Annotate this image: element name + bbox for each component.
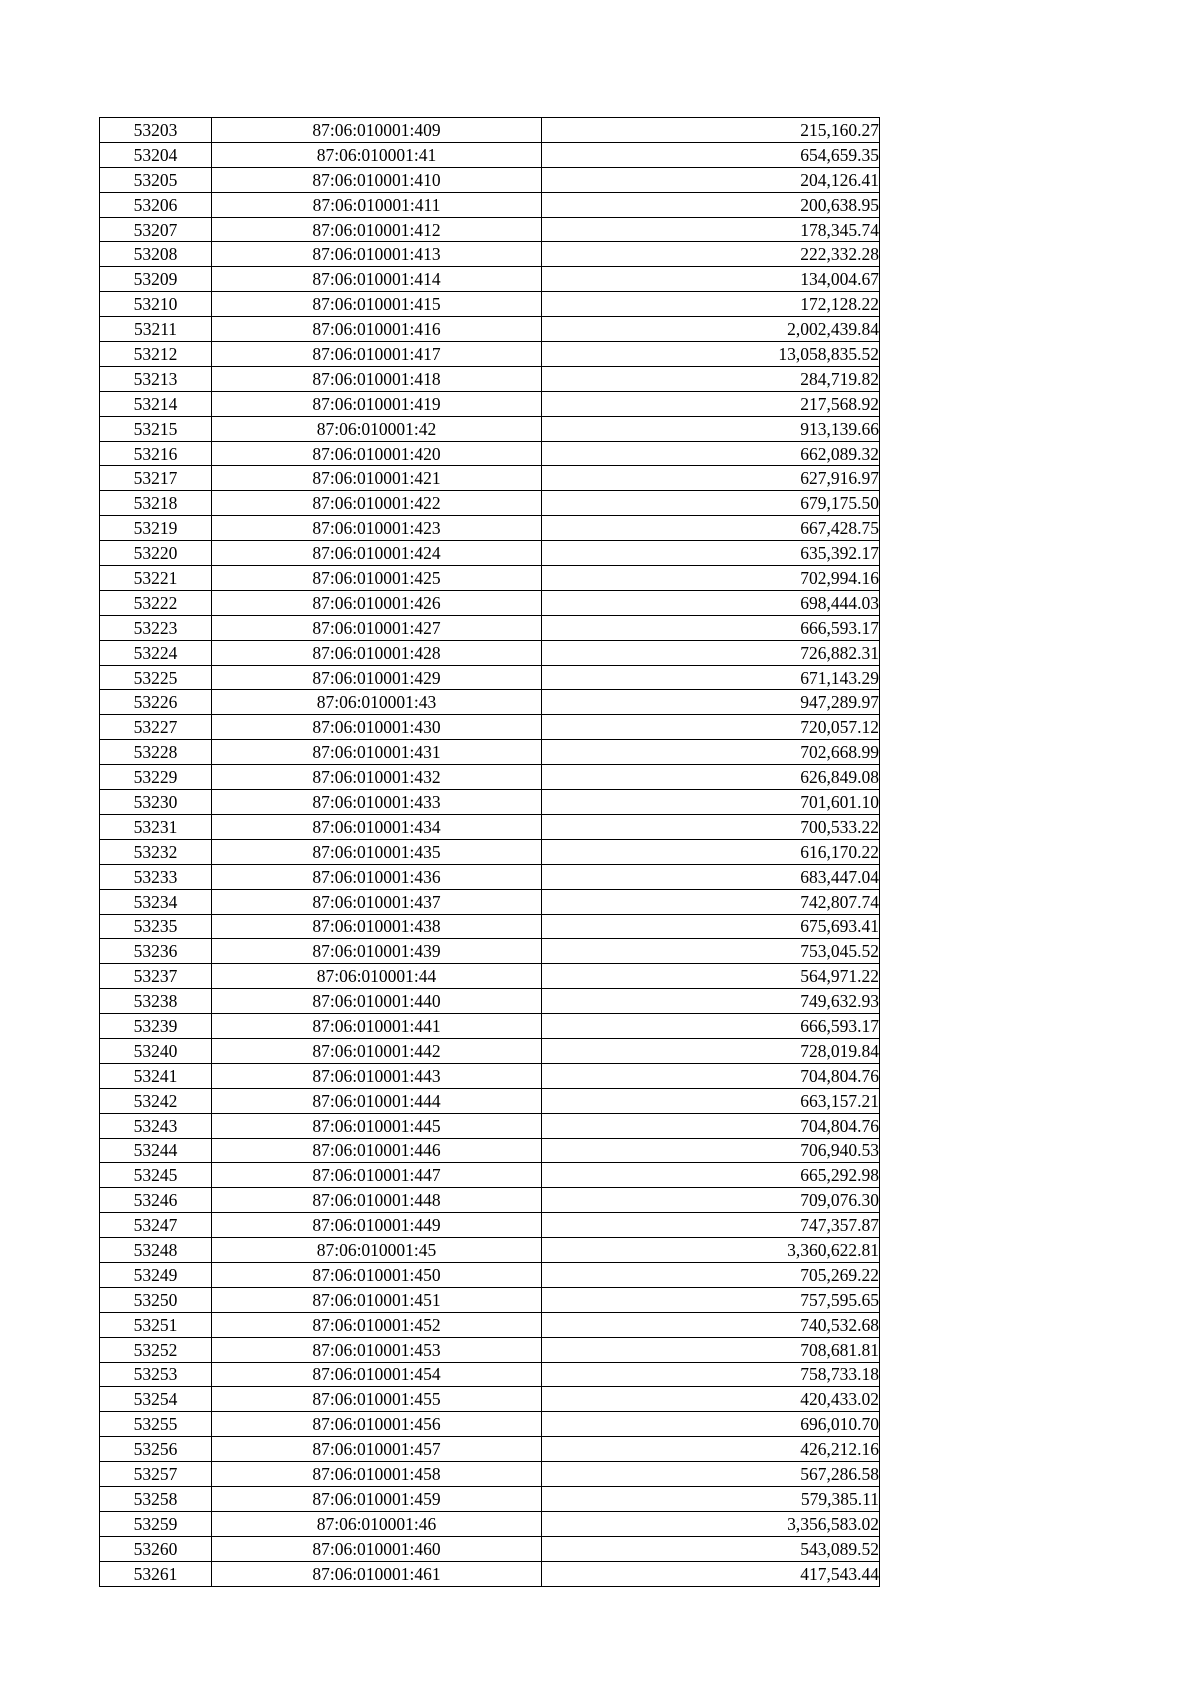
table-row [100,1287,880,1312]
table-row [100,491,880,516]
cadastral-number-cell: 87:06:010001:436 [212,864,542,889]
row-number-cell: 53207 [100,217,212,242]
value-cell: 758,733.18 [542,1362,880,1387]
row-number-cell: 53240 [100,1038,212,1063]
row-number-cell: 53249 [100,1262,212,1287]
table-row [100,1262,880,1287]
table-row [100,566,880,591]
cadastral-number-cell: 87:06:010001:417 [212,342,542,367]
table-body [100,118,880,1587]
row-number-cell: 53211 [100,317,212,342]
cadastral-number-cell: 87:06:010001:426 [212,590,542,615]
row-number-cell: 53216 [100,441,212,466]
cadastral-number-cell: 87:06:010001:425 [212,566,542,591]
table-row [100,416,880,441]
cadastral-number-cell: 87:06:010001:416 [212,317,542,342]
cadastral-number-cell: 87:06:010001:453 [212,1337,542,1362]
table-row [100,690,880,715]
value-cell: 702,668.99 [542,740,880,765]
value-cell: 701,601.10 [542,790,880,815]
cadastral-number-cell: 87:06:010001:442 [212,1038,542,1063]
cadastral-number-cell: 87:06:010001:42 [212,416,542,441]
value-cell: 134,004.67 [542,267,880,292]
cadastral-number-cell: 87:06:010001:409 [212,118,542,143]
value-cell: 704,804.76 [542,1113,880,1138]
value-cell: 757,595.65 [542,1287,880,1312]
value-cell: 698,444.03 [542,590,880,615]
cadastral-number-cell: 87:06:010001:439 [212,939,542,964]
table-row [100,192,880,217]
row-number-cell: 53255 [100,1412,212,1437]
table-row [100,1038,880,1063]
cadastral-number-cell: 87:06:010001:434 [212,814,542,839]
value-cell: 579,385.11 [542,1486,880,1511]
cadastral-number-cell: 87:06:010001:44 [212,964,542,989]
table-row [100,391,880,416]
row-number-cell: 53222 [100,590,212,615]
cadastral-number-cell: 87:06:010001:414 [212,267,542,292]
row-number-cell: 53217 [100,466,212,491]
row-number-cell: 53250 [100,1287,212,1312]
table-row [100,317,880,342]
table-row [100,267,880,292]
row-number-cell: 53203 [100,118,212,143]
table-row [100,1511,880,1536]
row-number-cell: 53219 [100,516,212,541]
value-cell: 740,532.68 [542,1312,880,1337]
table-row [100,118,880,143]
table-row [100,292,880,317]
table-row [100,1337,880,1362]
value-cell: 3,356,583.02 [542,1511,880,1536]
cadastral-number-cell: 87:06:010001:437 [212,889,542,914]
row-number-cell: 53242 [100,1088,212,1113]
row-number-cell: 53214 [100,391,212,416]
row-number-cell: 53210 [100,292,212,317]
value-cell: 626,849.08 [542,765,880,790]
table-row [100,1412,880,1437]
table-row [100,914,880,939]
row-number-cell: 53256 [100,1437,212,1462]
row-number-cell: 53204 [100,142,212,167]
value-cell: 172,128.22 [542,292,880,317]
table-row [100,590,880,615]
value-cell: 663,157.21 [542,1088,880,1113]
cadastral-number-cell: 87:06:010001:43 [212,690,542,715]
table-row [100,765,880,790]
cadastral-number-cell: 87:06:010001:424 [212,541,542,566]
row-number-cell: 53231 [100,814,212,839]
cadastral-number-cell: 87:06:010001:431 [212,740,542,765]
value-cell: 947,289.97 [542,690,880,715]
table-row [100,342,880,367]
value-cell: 679,175.50 [542,491,880,516]
table-row [100,839,880,864]
cadastral-number-cell: 87:06:010001:440 [212,989,542,1014]
row-number-cell: 53224 [100,640,212,665]
value-cell: 616,170.22 [542,839,880,864]
value-cell: 675,693.41 [542,914,880,939]
table-row [100,790,880,815]
cadastral-number-cell: 87:06:010001:444 [212,1088,542,1113]
cadastral-number-cell: 87:06:010001:420 [212,441,542,466]
cadastral-number-cell: 87:06:010001:421 [212,466,542,491]
table-row [100,1213,880,1238]
table-row [100,1387,880,1412]
value-cell: 704,804.76 [542,1063,880,1088]
cadastral-number-cell: 87:06:010001:450 [212,1262,542,1287]
cadastral-number-cell: 87:06:010001:415 [212,292,542,317]
row-number-cell: 53232 [100,839,212,864]
row-number-cell: 53248 [100,1238,212,1263]
row-number-cell: 53220 [100,541,212,566]
cadastral-number-cell: 87:06:010001:460 [212,1536,542,1561]
value-cell: 671,143.29 [542,665,880,690]
cadastral-number-cell: 87:06:010001:446 [212,1138,542,1163]
value-cell: 753,045.52 [542,939,880,964]
cadastral-number-cell: 87:06:010001:461 [212,1561,542,1586]
table-row [100,516,880,541]
value-cell: 564,971.22 [542,964,880,989]
row-number-cell: 53223 [100,615,212,640]
value-cell: 217,568.92 [542,391,880,416]
value-cell: 543,089.52 [542,1536,880,1561]
row-number-cell: 53221 [100,566,212,591]
table-row [100,1063,880,1088]
value-cell: 3,360,622.81 [542,1238,880,1263]
table-row [100,142,880,167]
row-number-cell: 53225 [100,665,212,690]
row-number-cell: 53229 [100,765,212,790]
value-cell: 665,292.98 [542,1163,880,1188]
cadastral-number-cell: 87:06:010001:428 [212,640,542,665]
table-row [100,1536,880,1561]
row-number-cell: 53212 [100,342,212,367]
row-number-cell: 53226 [100,690,212,715]
row-number-cell: 53246 [100,1188,212,1213]
value-cell: 635,392.17 [542,541,880,566]
cadastral-number-cell: 87:06:010001:412 [212,217,542,242]
row-number-cell: 53236 [100,939,212,964]
value-cell: 747,357.87 [542,1213,880,1238]
cadastral-number-cell: 87:06:010001:438 [212,914,542,939]
table-row [100,615,880,640]
row-number-cell: 53228 [100,740,212,765]
cadastral-number-cell: 87:06:010001:429 [212,665,542,690]
value-cell: 178,345.74 [542,217,880,242]
table-row [100,242,880,267]
cadastral-number-cell: 87:06:010001:456 [212,1412,542,1437]
table-row [100,964,880,989]
cadastral-number-cell: 87:06:010001:452 [212,1312,542,1337]
cadastral-number-cell: 87:06:010001:411 [212,192,542,217]
value-cell: 222,332.28 [542,242,880,267]
row-number-cell: 53206 [100,192,212,217]
table-row [100,1014,880,1039]
table-row [100,864,880,889]
table-row [100,640,880,665]
value-cell: 709,076.30 [542,1188,880,1213]
row-number-cell: 53218 [100,491,212,516]
table-row [100,1138,880,1163]
row-number-cell: 53257 [100,1462,212,1487]
cadastral-number-cell: 87:06:010001:432 [212,765,542,790]
value-cell: 742,807.74 [542,889,880,914]
cadastral-number-cell: 87:06:010001:41 [212,142,542,167]
value-cell: 708,681.81 [542,1337,880,1362]
row-number-cell: 53254 [100,1387,212,1412]
row-number-cell: 53234 [100,889,212,914]
row-number-cell: 53213 [100,366,212,391]
row-number-cell: 53205 [100,167,212,192]
table-row [100,1238,880,1263]
table-row [100,1561,880,1586]
table-row [100,541,880,566]
value-cell: 913,139.66 [542,416,880,441]
cadastral-number-cell: 87:06:010001:451 [212,1287,542,1312]
value-cell: 417,543.44 [542,1561,880,1586]
cadastral-number-cell: 87:06:010001:443 [212,1063,542,1088]
value-cell: 720,057.12 [542,715,880,740]
value-cell: 567,286.58 [542,1462,880,1487]
table-row [100,1437,880,1462]
value-cell: 666,593.17 [542,615,880,640]
row-number-cell: 53233 [100,864,212,889]
row-number-cell: 53258 [100,1486,212,1511]
row-number-cell: 53235 [100,914,212,939]
cadastral-number-cell: 87:06:010001:454 [212,1362,542,1387]
value-cell: 215,160.27 [542,118,880,143]
row-number-cell: 53252 [100,1337,212,1362]
cadastral-number-cell: 87:06:010001:449 [212,1213,542,1238]
row-number-cell: 53227 [100,715,212,740]
table-row [100,1113,880,1138]
table-row [100,1188,880,1213]
row-number-cell: 53244 [100,1138,212,1163]
value-cell: 627,916.97 [542,466,880,491]
row-number-cell: 53241 [100,1063,212,1088]
cadastral-number-cell: 87:06:010001:430 [212,715,542,740]
table-row [100,167,880,192]
value-cell: 706,940.53 [542,1138,880,1163]
value-cell: 705,269.22 [542,1262,880,1287]
value-cell: 662,089.32 [542,441,880,466]
table-row [100,889,880,914]
cadastral-number-cell: 87:06:010001:457 [212,1437,542,1462]
table-row [100,665,880,690]
cadastral-number-cell: 87:06:010001:419 [212,391,542,416]
value-cell: 726,882.31 [542,640,880,665]
cadastral-number-cell: 87:06:010001:459 [212,1486,542,1511]
cadastral-number-cell: 87:06:010001:433 [212,790,542,815]
value-cell: 654,659.35 [542,142,880,167]
row-number-cell: 53259 [100,1511,212,1536]
table-row [100,1362,880,1387]
value-cell: 200,638.95 [542,192,880,217]
cadastral-number-cell: 87:06:010001:458 [212,1462,542,1487]
row-number-cell: 53243 [100,1113,212,1138]
table-row [100,366,880,391]
row-number-cell: 53238 [100,989,212,1014]
table-row [100,1462,880,1487]
value-cell: 683,447.04 [542,864,880,889]
table-row [100,1163,880,1188]
cadastral-number-cell: 87:06:010001:455 [212,1387,542,1412]
row-number-cell: 53239 [100,1014,212,1039]
cadastral-number-cell: 87:06:010001:445 [212,1113,542,1138]
value-cell: 700,533.22 [542,814,880,839]
row-number-cell: 53253 [100,1362,212,1387]
value-cell: 2,002,439.84 [542,317,880,342]
row-number-cell: 53237 [100,964,212,989]
cadastral-number-cell: 87:06:010001:435 [212,839,542,864]
cadastral-number-cell: 87:06:010001:46 [212,1511,542,1536]
table-row [100,441,880,466]
row-number-cell: 53208 [100,242,212,267]
value-cell: 420,433.02 [542,1387,880,1412]
value-cell: 696,010.70 [542,1412,880,1437]
row-number-cell: 53260 [100,1536,212,1561]
cadastral-number-cell: 87:06:010001:447 [212,1163,542,1188]
cadastral-number-cell: 87:06:010001:422 [212,491,542,516]
cadastral-value-table [99,117,880,1587]
cadastral-number-cell: 87:06:010001:427 [212,615,542,640]
value-cell: 728,019.84 [542,1038,880,1063]
cadastral-number-cell: 87:06:010001:410 [212,167,542,192]
cadastral-number-cell: 87:06:010001:448 [212,1188,542,1213]
row-number-cell: 53261 [100,1561,212,1586]
table-row [100,715,880,740]
row-number-cell: 53230 [100,790,212,815]
table-row [100,466,880,491]
row-number-cell: 53247 [100,1213,212,1238]
table-row [100,1312,880,1337]
cadastral-number-cell: 87:06:010001:418 [212,366,542,391]
table-row [100,814,880,839]
cadastral-number-cell: 87:06:010001:413 [212,242,542,267]
value-cell: 426,212.16 [542,1437,880,1462]
value-cell: 284,719.82 [542,366,880,391]
value-cell: 666,593.17 [542,1014,880,1039]
value-cell: 13,058,835.52 [542,342,880,367]
row-number-cell: 53251 [100,1312,212,1337]
table-row [100,1486,880,1511]
value-cell: 749,632.93 [542,989,880,1014]
table-row [100,1088,880,1113]
row-number-cell: 53245 [100,1163,212,1188]
cadastral-number-cell: 87:06:010001:45 [212,1238,542,1263]
cadastral-number-cell: 87:06:010001:423 [212,516,542,541]
table-row [100,939,880,964]
table-row [100,989,880,1014]
row-number-cell: 53215 [100,416,212,441]
table-row [100,740,880,765]
value-cell: 667,428.75 [542,516,880,541]
value-cell: 702,994.16 [542,566,880,591]
table-row [100,217,880,242]
value-cell: 204,126.41 [542,167,880,192]
row-number-cell: 53209 [100,267,212,292]
cadastral-number-cell: 87:06:010001:441 [212,1014,542,1039]
